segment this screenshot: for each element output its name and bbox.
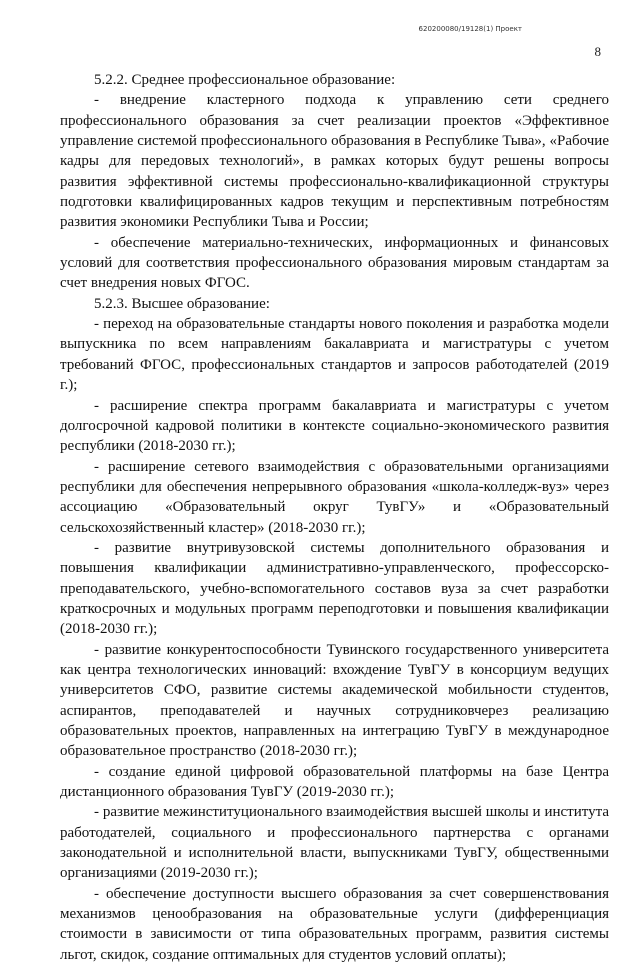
page-number: 8 (594, 44, 601, 59)
paragraph: - внедрение кластерного подхода к управлению сети среднего профессионального образования за счет реализации проектов «Эффективное управление системой профессионального образования в Республике Тыва», «Рабочие кадры для передовых технологий», в рамках которых будут решены вопросы развития эффективной системы профессионально-квалификационной структуры подготовки квалифицированных кадров текущим и перспективным потребностям развития экономики Республики Тыва и России; (60, 92, 609, 231)
paragraph: - развитие внутривузовской системы дополнительного образования и повышения квалификации административно-управленческого, профессорско-преподавательского, учебно-вспомогательного составов вуза за счет разработки краткосрочных и модульных программ переподготовки и повышения квалификации (2018-2030 гг.); (60, 539, 609, 638)
paragraph: - развитие межинституционального взаимодействия высшей школы и института работодателей, социального и профессионального партнерства с органами законодательной и исполнительной власти, выпускниками ТувГУ, общественными организациями (2019-2030 гг.); (60, 804, 609, 882)
paragraph: - расширение спектра программ бакалавриата и магистратуры с учетом долгосрочной кадровой политики в контексте социально-экономического развития республики (2018-2030 гг.); (60, 397, 609, 455)
document-id: 620200080/19128(1) Проект (418, 25, 522, 33)
section-heading: 5.2.3. Высшее образование: (94, 295, 270, 312)
paragraph: - создание единой цифровой образовательной платформы на базе Центра дистанционного образования ТувГУ (2019-2030 гг.); (60, 763, 609, 801)
paragraph: - переход на образовательные стандарты нового поколения и разработка модели выпускника по всем направлениям бакалавриата и магистратуры с учетом требований ФГОС, профессиональных стандартов и запросов работодателей (2019 г.); (60, 316, 609, 394)
paragraph: - обеспечение материально-технических, информационных и финансовых условий для соответствия профессионального образования мировым стандартам за счет внедрения новых ФГОС. (60, 234, 609, 292)
paragraph: - обеспечение доступности высшего образования за счет совершенствования механизмов ценообразования на образовательные услуги (дифференциация стоимости в зависимости от типа образовательных программ, развития системы льгот, скидок, создание оптимальных для студентов условий оплаты); (60, 885, 609, 963)
paragraph: - расширение сетевого взаимодействия с образовательными организациями республики для обеспечения непрерывного образования «школа-колледж-вуз» через ассоциацию «Образовательный округ ТувГУ» и «Образовательный сельскохозяйственный кластер» (2018-2030 гг.); (60, 458, 609, 536)
document-body (60, 70, 609, 965)
section-heading: 5.2.2. Среднее профессиональное образование: (94, 72, 396, 88)
paragraph: - развитие конкурентоспособности Тувинского государственного университета как центра технологических инноваций: вхождение ТувГУ в консорциум ведущих университетов СФО, развитие системы академической мобильности студентов, аспирантов, преподавателей и научных сотрудниковчерез реализацию образовательных проектов, направленных на интеграцию ТувГУ в международное образовательное пространство (2018-2030 гг.); (60, 641, 609, 760)
